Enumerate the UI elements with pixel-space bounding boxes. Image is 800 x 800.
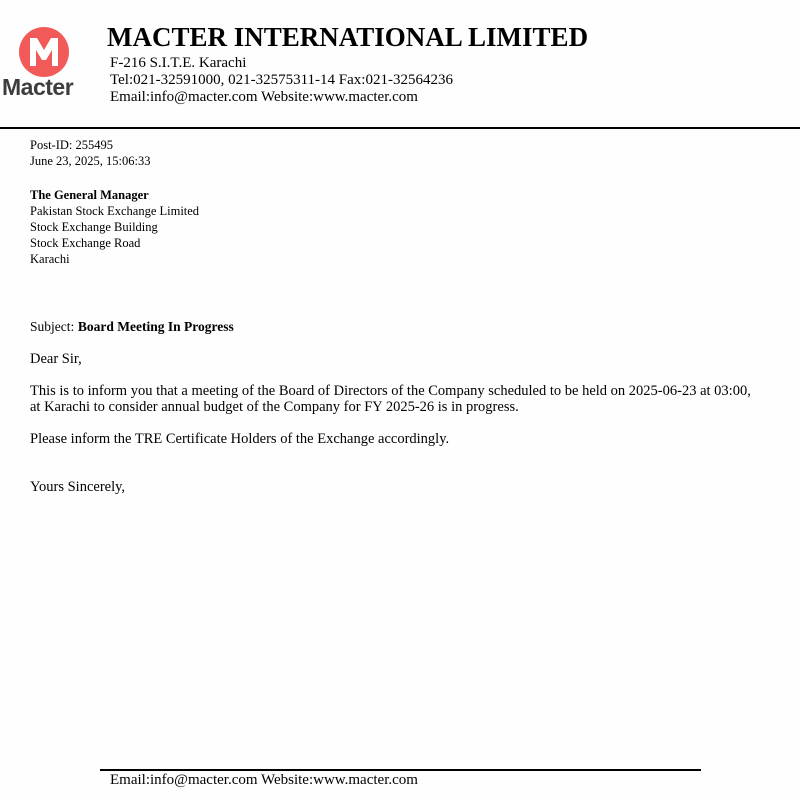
company-address: F-216 S.I.T.E. Karachi	[110, 55, 247, 71]
post-datetime: June 23, 2025, 15:06:33	[30, 154, 151, 168]
recipient-line2: Stock Exchange Building	[30, 220, 158, 234]
recipient-city: Karachi	[30, 252, 70, 266]
recipient-line3: Stock Exchange Road	[30, 236, 141, 250]
company-logo	[0, 24, 92, 104]
salutation: Dear Sir,	[30, 351, 82, 367]
footer-contact: Email:info@macter.com Website:www.macter.com	[110, 772, 418, 788]
macter-m-logo-icon	[18, 26, 70, 78]
company-name: MACTER INTERNATIONAL LIMITED	[107, 22, 589, 52]
company-contact: Email:info@macter.com Website:www.macter.com	[110, 89, 418, 105]
subject-line	[30, 319, 234, 335]
recipient-line1: Pakistan Stock Exchange Limited	[30, 204, 200, 218]
logo-wordmark: Macter	[2, 74, 74, 100]
body-paragraph-1: This is to inform you that a meeting of the Board of Directors of the Company scheduled to be held on 2025-06-23 at 03:00, at Karachi to consider annual budget of the Company for FY 2025-26 is in progress.	[30, 383, 751, 415]
header-divider	[0, 127, 800, 129]
recipient-title: The General Manager	[30, 188, 149, 202]
subject-label: Subject:	[30, 319, 75, 334]
post-id: Post-ID: 255495	[30, 138, 113, 152]
subject-text: Board Meeting In Progress	[77, 319, 234, 334]
company-phones: Tel:021-32591000, 021-32575311-14 Fax:021-32564236	[110, 72, 453, 88]
body-paragraph-2: Please inform the TRE Certificate Holders of the Exchange accordingly.	[30, 431, 450, 447]
closing: Yours Sincerely,	[30, 479, 126, 495]
footer-divider	[100, 769, 701, 771]
